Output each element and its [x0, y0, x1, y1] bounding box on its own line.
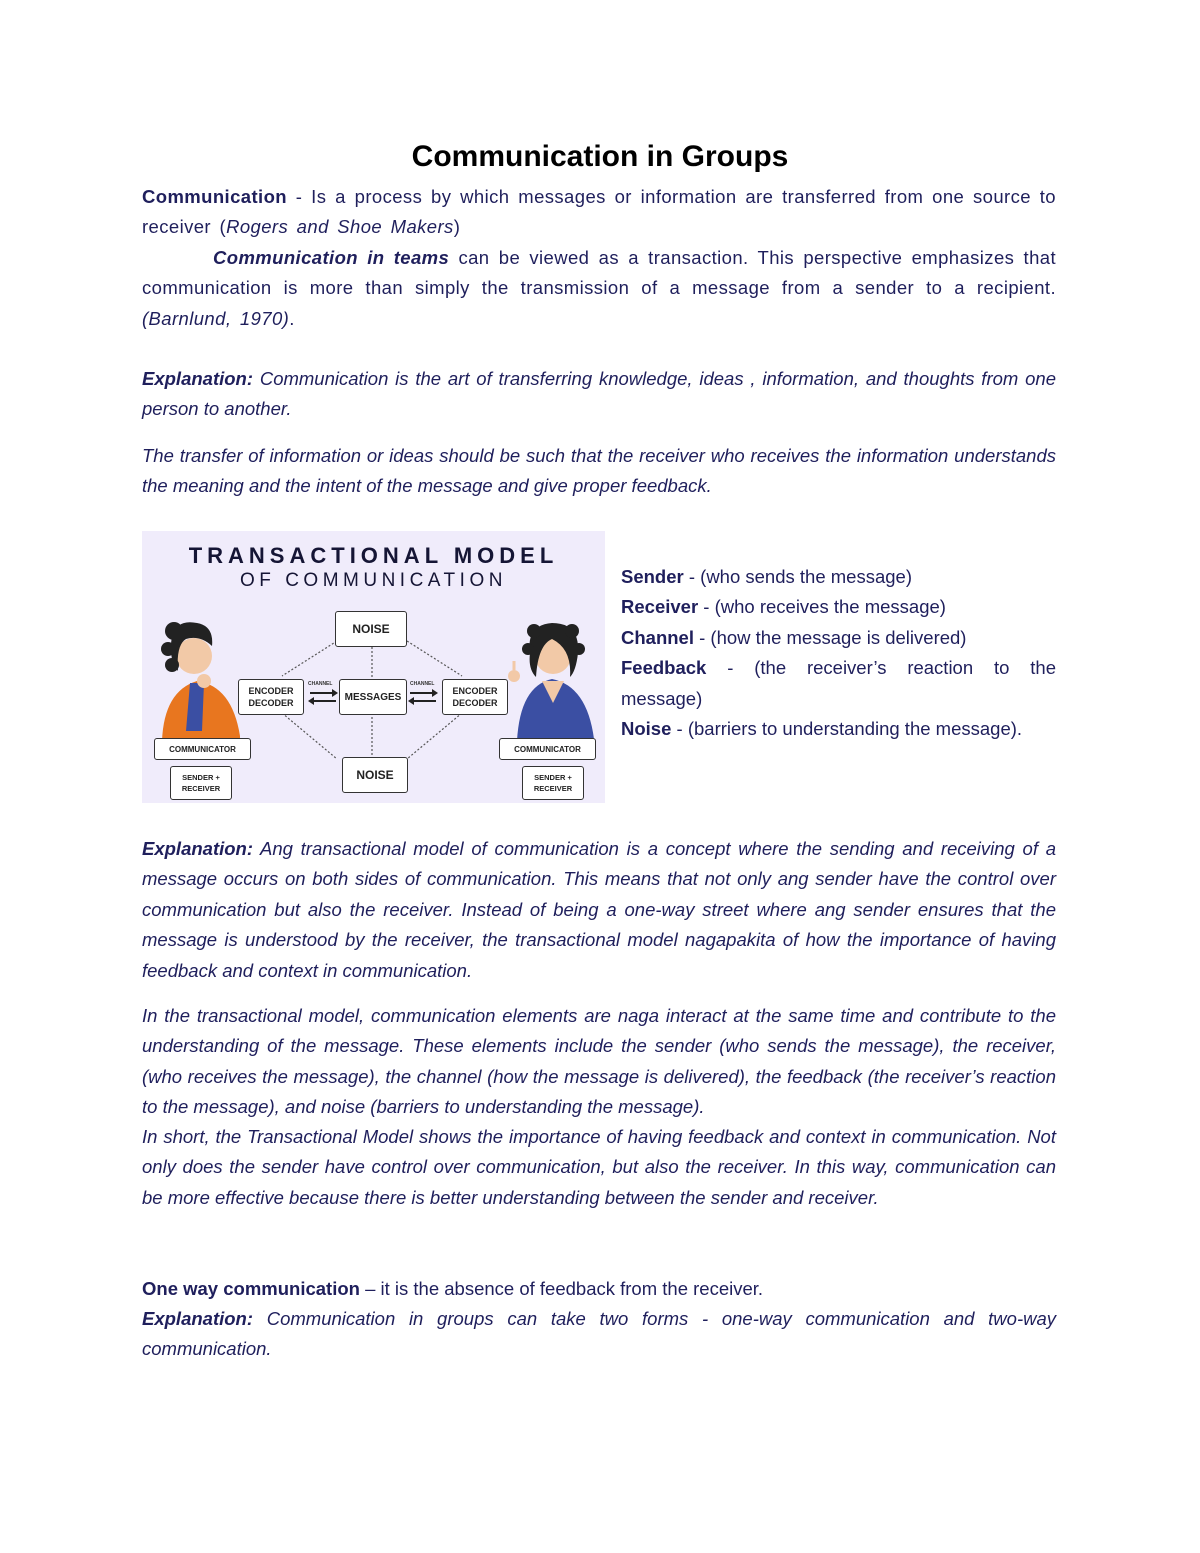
- transactional-elements-paragraph: In the transactional model, communication elements are naga interact at the same time and contribute to the understanding of the message. These elements include the sender (who sends the message), the receiver, (who receives the message), the channel (how the message is delivered), the feedback (the receiver’s reaction to the message), and noise (barriers to understanding the message).: [142, 1005, 1056, 1118]
- noise-box-top: NOISE: [335, 611, 407, 647]
- role-box-left: SENDER + RECEIVER: [170, 766, 232, 800]
- communication-definition: Communication - Is a process by which messages or information are transferred from one source to receiver (Rogers and Shoe Makers): [142, 186, 1056, 238]
- messages-box: MESSAGES: [339, 679, 407, 715]
- element-feedback-continued: message): [621, 687, 703, 709]
- element-receiver: Receiver - (who receives the message): [621, 596, 946, 618]
- transactional-model-figure: [142, 531, 605, 803]
- exchange-arrows-left: [308, 689, 338, 705]
- exchange-arrows-right: [408, 689, 438, 705]
- teams-definition: Communication in teams can be viewed as a transaction. This perspective emphasizes that communication is more than simply the transmission of a message from a sender to a recipient. (Barnlund, 1970).: [142, 247, 1056, 329]
- element-noise: Noise - (barriers to understanding the message).: [621, 718, 1023, 740]
- term-communication-in-teams: Communication in teams: [213, 247, 450, 268]
- role-box-right: SENDER + RECEIVER: [522, 766, 584, 800]
- communicator-right-illustration: [508, 623, 594, 741]
- term-one-way-communication: One way communication: [142, 1278, 360, 1299]
- page-title: Communication in Groups: [411, 140, 789, 173]
- explanation-1: Explanation: Communication is the art of transferring knowledge, ideas , information, and thoughts from one person to another.: [142, 368, 1056, 420]
- one-way-definition: One way communication – it is the absence of feedback from the receiver.: [142, 1278, 764, 1299]
- figure-title-line1: TRANSACTIONAL MODEL: [188, 543, 559, 568]
- citation-rogers: Rogers and Shoe Makers: [226, 216, 454, 238]
- element-feedback: Feedback - (the receiver’s reaction to the: [621, 657, 1056, 679]
- transfer-paragraph: The transfer of information or ideas should be such that the receiver who receives the information understands the meaning and the intent of the message and give proper feedback.: [142, 445, 1056, 497]
- element-channel: Channel - (how the message is delivered): [621, 626, 967, 648]
- communication-elements-list: [621, 562, 1056, 744]
- encoder-decoder-left: ENCODER DECODER: [238, 679, 304, 715]
- figure-title-line2: OF COMMUNICATION: [240, 570, 507, 591]
- explanation-2: Explanation: Ang transactional model of communication is a concept where the sending and receiving of a message occurs on both sides of communication. This means that not only ang sender have the control over communication but also the receiver. Instead of being a one-way street where ang sender ensures that the message is understood by the receiver, the transactional model nagapakita of how the importance of having feedback and context in communication.: [142, 838, 1056, 981]
- communicator-label-right: COMMUNICATOR: [499, 738, 596, 760]
- noise-box-bottom: NOISE: [342, 757, 408, 793]
- citation-barnlund: (Barnlund, 1970): [142, 307, 290, 329]
- explanation-3: Explanation: Communication in groups can take two forms - one-way communication and two-way communication.: [142, 1308, 1056, 1360]
- communicator-left-illustration: [161, 622, 240, 741]
- in-short-paragraph: In short, the Transactional Model shows the importance of having feedback and context in communication. Not only does the sender have control over communication, but also the receiver. In this way, communication can be more effective because there is better understanding between the sender and receiver.: [142, 1126, 1056, 1208]
- channel-label-left: CHANNEL: [308, 681, 333, 687]
- term-communication: Communication: [142, 186, 287, 207]
- encoder-decoder-right: ENCODER DECODER: [442, 679, 508, 715]
- channel-label-right: CHANNEL: [410, 681, 435, 687]
- element-sender: Sender - (who sends the message): [621, 566, 912, 587]
- communicator-label-left: COMMUNICATOR: [154, 738, 251, 760]
